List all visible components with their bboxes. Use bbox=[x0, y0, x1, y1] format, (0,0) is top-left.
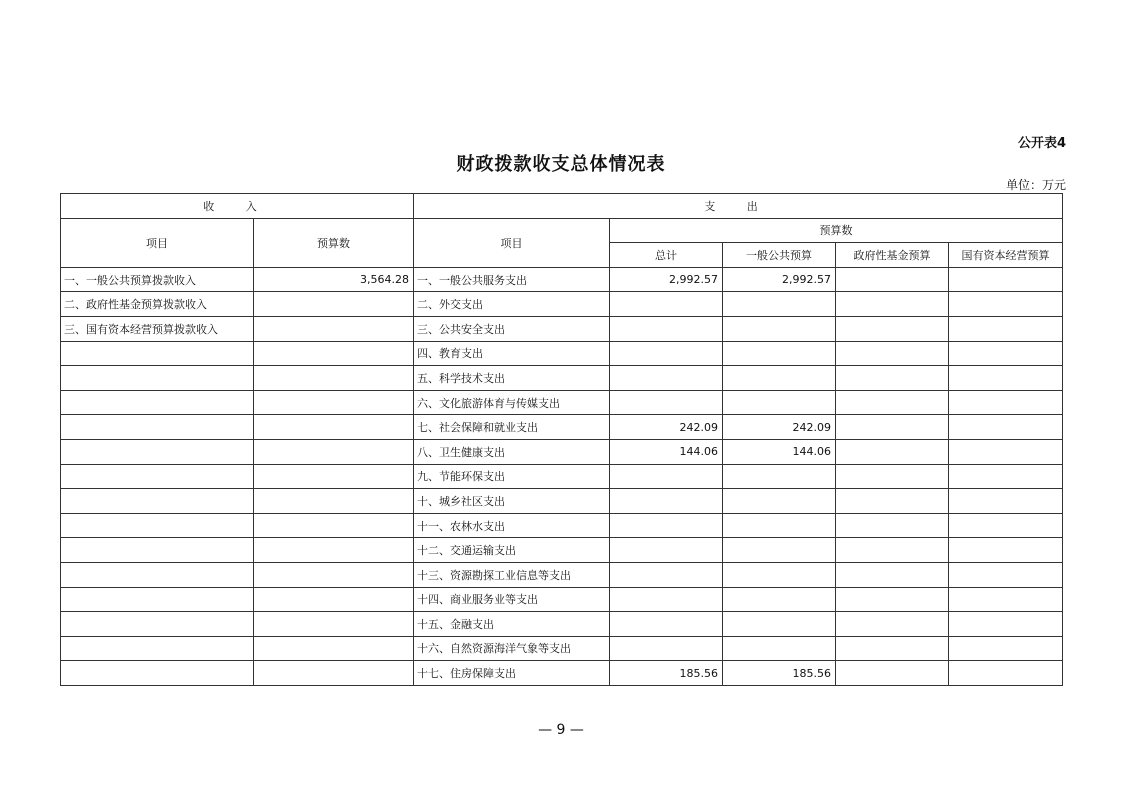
state-capital-amount-cell bbox=[949, 538, 1063, 563]
state-capital-amount-cell bbox=[949, 612, 1063, 637]
fund-budget-amount-cell bbox=[836, 661, 949, 686]
state-capital-amount-cell bbox=[949, 562, 1063, 587]
state-capital-amount-cell bbox=[949, 292, 1063, 317]
income-amount-cell bbox=[254, 415, 414, 440]
table-row bbox=[61, 464, 1063, 489]
fund-budget-amount-cell bbox=[836, 587, 949, 612]
state-capital-amount-cell bbox=[949, 636, 1063, 661]
state-capital-amount-cell bbox=[949, 489, 1063, 514]
table-row bbox=[61, 661, 1063, 686]
table-row bbox=[61, 341, 1063, 366]
income-item-cell bbox=[61, 538, 254, 563]
expense-item-cell: 二、外交支出 bbox=[414, 292, 610, 317]
expense-item-cell: 四、教育支出 bbox=[414, 341, 610, 366]
income-item-cell bbox=[61, 415, 254, 440]
income-item-cell bbox=[61, 612, 254, 637]
expense-item-cell: 十七、住房保障支出 bbox=[414, 661, 610, 686]
total-amount-cell bbox=[610, 341, 723, 366]
income-amount-cell bbox=[254, 390, 414, 415]
table-row bbox=[61, 390, 1063, 415]
income-amount-cell bbox=[254, 612, 414, 637]
income-amount-cell bbox=[254, 366, 414, 391]
expense-header: 支 出 bbox=[414, 194, 1063, 219]
fund-budget-amount-cell bbox=[836, 464, 949, 489]
state-capital-amount-cell bbox=[949, 316, 1063, 341]
fund-budget-amount-cell bbox=[836, 538, 949, 563]
total-amount-cell bbox=[610, 538, 723, 563]
general-budget-amount-cell bbox=[723, 341, 836, 366]
income-amount-cell bbox=[254, 562, 414, 587]
total-amount-cell bbox=[610, 587, 723, 612]
expense-item-cell: 十六、自然资源海洋气象等支出 bbox=[414, 636, 610, 661]
state-capital-amount-cell bbox=[949, 464, 1063, 489]
document-title: 财政拨款收支总体情况表 bbox=[456, 154, 666, 175]
fund-budget-amount-cell bbox=[836, 341, 949, 366]
table-row bbox=[61, 292, 1063, 317]
table-row bbox=[61, 636, 1063, 661]
state-capital-amount-cell bbox=[949, 366, 1063, 391]
income-amount-cell: 3,564.28 bbox=[254, 267, 414, 292]
expense-item-header: 项目 bbox=[414, 218, 610, 267]
table-row bbox=[61, 415, 1063, 440]
total-amount-cell bbox=[610, 513, 723, 538]
general-budget-amount-cell: 185.56 bbox=[723, 661, 836, 686]
total-amount-cell bbox=[610, 562, 723, 587]
fund-budget-amount-cell bbox=[836, 562, 949, 587]
total-amount-cell bbox=[610, 316, 723, 341]
fund-budget-amount-cell bbox=[836, 390, 949, 415]
unit-label: 单位：万元 bbox=[1005, 178, 1066, 192]
general-budget-amount-cell bbox=[723, 464, 836, 489]
budget-table bbox=[60, 193, 1063, 686]
income-item-cell bbox=[61, 562, 254, 587]
state-capital-amount-cell bbox=[949, 267, 1063, 292]
table-row bbox=[61, 513, 1063, 538]
fund-budget-amount-cell bbox=[836, 439, 949, 464]
state-capital-amount-cell bbox=[949, 341, 1063, 366]
page-number: — 9 — bbox=[538, 722, 584, 738]
income-amount-cell bbox=[254, 292, 414, 317]
table-row bbox=[61, 489, 1063, 514]
general-budget-amount-cell bbox=[723, 612, 836, 637]
total-amount-cell bbox=[610, 612, 723, 637]
expense-item-cell: 九、节能环保支出 bbox=[414, 464, 610, 489]
general-budget-amount-cell bbox=[723, 390, 836, 415]
table-row bbox=[61, 366, 1063, 391]
income-amount-cell bbox=[254, 587, 414, 612]
total-amount-cell bbox=[610, 366, 723, 391]
total-amount-cell bbox=[610, 464, 723, 489]
state-capital-header: 国有资本经营预算 bbox=[949, 243, 1063, 268]
table-number: 公开表4 bbox=[1017, 136, 1066, 151]
table-row bbox=[61, 562, 1063, 587]
fund-budget-amount-cell bbox=[836, 415, 949, 440]
income-item-cell bbox=[61, 587, 254, 612]
table-row bbox=[61, 612, 1063, 637]
total-amount-cell: 185.56 bbox=[610, 661, 723, 686]
general-budget-amount-cell bbox=[723, 587, 836, 612]
general-budget-amount-cell bbox=[723, 489, 836, 514]
income-item-cell: 一、一般公共预算拨款收入 bbox=[61, 267, 254, 292]
total-amount-cell bbox=[610, 292, 723, 317]
expense-item-cell: 十三、资源勘探工业信息等支出 bbox=[414, 562, 610, 587]
fund-budget-amount-cell bbox=[836, 366, 949, 391]
general-budget-amount-cell bbox=[723, 538, 836, 563]
table-row bbox=[61, 439, 1063, 464]
header-row-1 bbox=[61, 194, 1063, 219]
general-budget-amount-cell bbox=[723, 562, 836, 587]
expense-item-cell: 十、城乡社区支出 bbox=[414, 489, 610, 514]
general-budget-amount-cell bbox=[723, 292, 836, 317]
expense-item-cell: 七、社会保障和就业支出 bbox=[414, 415, 610, 440]
income-item-cell bbox=[61, 341, 254, 366]
fund-budget-amount-cell bbox=[836, 316, 949, 341]
income-amount-cell bbox=[254, 489, 414, 514]
state-capital-amount-cell bbox=[949, 390, 1063, 415]
state-capital-amount-cell bbox=[949, 587, 1063, 612]
income-item-cell bbox=[61, 489, 254, 514]
income-item-cell: 二、政府性基金预算拨款收入 bbox=[61, 292, 254, 317]
table-row bbox=[61, 316, 1063, 341]
expense-item-cell: 十四、商业服务业等支出 bbox=[414, 587, 610, 612]
income-item-cell bbox=[61, 464, 254, 489]
state-capital-amount-cell bbox=[949, 415, 1063, 440]
income-item-header: 项目 bbox=[61, 218, 254, 267]
income-header: 收 入 bbox=[61, 194, 414, 219]
table-body bbox=[61, 267, 1063, 685]
general-budget-amount-cell: 144.06 bbox=[723, 439, 836, 464]
fund-budget-amount-cell bbox=[836, 292, 949, 317]
income-item-cell bbox=[61, 636, 254, 661]
general-budget-amount-cell bbox=[723, 366, 836, 391]
income-amount-cell bbox=[254, 316, 414, 341]
table-row bbox=[61, 587, 1063, 612]
fund-budget-amount-cell bbox=[836, 267, 949, 292]
fund-budget-amount-cell bbox=[836, 489, 949, 514]
income-amount-header: 预算数 bbox=[254, 218, 414, 267]
income-amount-cell bbox=[254, 513, 414, 538]
budget-group-header: 预算数 bbox=[610, 218, 1063, 243]
income-amount-cell bbox=[254, 464, 414, 489]
expense-item-cell: 十五、金融支出 bbox=[414, 612, 610, 637]
income-amount-cell bbox=[254, 636, 414, 661]
income-amount-cell bbox=[254, 341, 414, 366]
state-capital-amount-cell bbox=[949, 661, 1063, 686]
expense-item-cell: 十二、交通运输支出 bbox=[414, 538, 610, 563]
general-budget-amount-cell: 242.09 bbox=[723, 415, 836, 440]
header-row-2 bbox=[61, 218, 1063, 243]
expense-item-cell: 六、文化旅游体育与传媒支出 bbox=[414, 390, 610, 415]
state-capital-amount-cell bbox=[949, 513, 1063, 538]
income-item-cell bbox=[61, 439, 254, 464]
income-item-cell bbox=[61, 513, 254, 538]
state-capital-amount-cell bbox=[949, 439, 1063, 464]
fund-budget-amount-cell bbox=[836, 612, 949, 637]
income-amount-cell bbox=[254, 538, 414, 563]
general-budget-amount-cell bbox=[723, 513, 836, 538]
fund-budget-amount-cell bbox=[836, 636, 949, 661]
general-budget-amount-cell bbox=[723, 316, 836, 341]
expense-item-cell: 十一、农林水支出 bbox=[414, 513, 610, 538]
expense-item-cell: 三、公共安全支出 bbox=[414, 316, 610, 341]
total-amount-cell: 144.06 bbox=[610, 439, 723, 464]
fund-budget-header: 政府性基金预算 bbox=[836, 243, 949, 268]
expense-item-cell: 一、一般公共服务支出 bbox=[414, 267, 610, 292]
general-budget-amount-cell bbox=[723, 636, 836, 661]
income-item-cell: 三、国有资本经营预算拨款收入 bbox=[61, 316, 254, 341]
total-amount-cell bbox=[610, 636, 723, 661]
table-row bbox=[61, 267, 1063, 292]
total-amount-cell bbox=[610, 390, 723, 415]
income-item-cell bbox=[61, 661, 254, 686]
total-amount-cell: 242.09 bbox=[610, 415, 723, 440]
total-header: 总计 bbox=[610, 243, 723, 268]
income-item-cell bbox=[61, 366, 254, 391]
expense-item-cell: 八、卫生健康支出 bbox=[414, 439, 610, 464]
general-budget-header: 一般公共预算 bbox=[723, 243, 836, 268]
income-item-cell bbox=[61, 390, 254, 415]
income-amount-cell bbox=[254, 661, 414, 686]
fund-budget-amount-cell bbox=[836, 513, 949, 538]
total-amount-cell bbox=[610, 489, 723, 514]
table-row bbox=[61, 538, 1063, 563]
expense-item-cell: 五、科学技术支出 bbox=[414, 366, 610, 391]
income-amount-cell bbox=[254, 439, 414, 464]
general-budget-amount-cell: 2,992.57 bbox=[723, 267, 836, 292]
total-amount-cell: 2,992.57 bbox=[610, 267, 723, 292]
